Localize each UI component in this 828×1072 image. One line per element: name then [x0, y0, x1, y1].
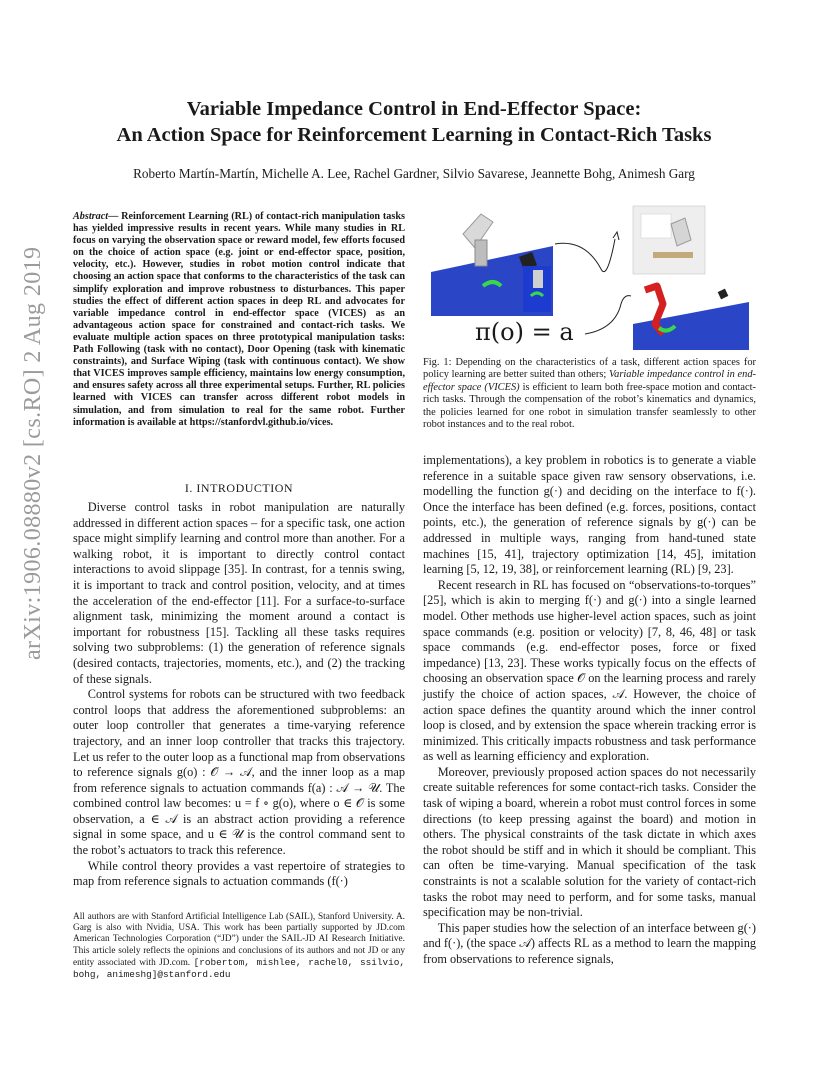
- footnote-text: All authors are with Stanford Artificial Intelligence Lab (SAIL), Stanford University. A. Garg is also with Nvidia, USA. This work has been partially supported by JD.com American Technologies Corporation (“JD”) under the SAIL-JD AI Research Initiative. This article solely reflects the opinions and conclusions of its authors and not JD or any entity associated with JD.com.: [73, 912, 405, 968]
- right-column-body: [423, 453, 756, 968]
- caption-italic: Variable impedance control in end-effector space (VICES): [423, 369, 756, 393]
- author-list: Roberto Martín-Martín, Michelle A. Lee, Rachel Gardner, Silvio Savarese, Jeannette Bohg, Animesh Garg: [133, 166, 695, 181]
- left-column-body: [73, 500, 405, 890]
- affiliation-footnote: [73, 912, 405, 981]
- policy-formula: π(o) = a: [475, 318, 574, 346]
- sim-robot-link: [475, 240, 487, 266]
- title-line-2: An Action Space for Reinforcement Learning in Contact-Rich Tasks: [116, 124, 712, 146]
- abstract-text: — Reinforcement Learning (RL) of contact-rich manipulation tasks has yielded impressive results in recent years. While many studies in RL focus on varying the observation space or reward model, few efforts focused on the choice of action space (e.g. joint or end-effector space, position, velocity, etc.). However, studies in robot motion control indicate that choosing an action space that conforms to the characteristics of the task can simplify exploration and improve robustness to disturbances. This paper studies the effect of different action spaces in deep RL and advocates for variable impedance control in end-effector space (VICES) as an advantageous action space for constrained and contact-rich tasks. We evaluate multiple action spaces on three prototypical manipulation tasks: Path Following (task with no contact), Door Opening (task with kinematic constraints), and Surface Wiping (task with continuous contact). We show that VICES improves sample efficiency, maintains low energy consumption, and ensures safety across all three experimental setups. Further, RL policies learned with VICES can transfer across different robot models in simulation, and from simulation to real for the same robot. Further information is available at https://stanfordvl.github.io/vices.: [73, 211, 405, 428]
- intro-paragraph-2: Control systems for robots can be structured with two feedback control loops that address the aforementioned subproblems: an outer loop controller that generates a time-varying reference trajectory, and an inner loop controller that tracks this trajectory. Let us refer to the outer loop as a functional map from observations to reference signals g(o) : 𝒪 → 𝒜, and the inner loop as a map from reference signals to actuation commands f(a) : 𝒜 → 𝒰. The combined control law becomes: u = f ∘ g(o), where o ∈ 𝒪 is some observation, a ∈ 𝒜 is an abstract action providing a reference signal in some space, and u ∈ 𝒰 is the control command sent to the robot’s actuators to track this reference.: [73, 687, 405, 858]
- right-paragraph-4: This paper studies how the selection of an interface between g(·) and f(·), (the space 𝒜) affects RL as a method to learn the mapping from observations to reference signals,: [423, 920, 756, 966]
- footnote-emails: [robertom, mishlee, rachel0, ssilvio, bohg, animeshg]@stanford.edu: [73, 956, 405, 981]
- right-paragraph-3: Moreover, previously proposed action spaces do not necessarily create suitable references for some contact-rich tasks. Consider the task of wiping a board, wherein a robot must control forces in some directions (to keep pressing against the board) and motion in others. The physical constraints of the task dictate in which axes the robot should be stiff and in which it should be compliant. This can often be time-varying. Manual specification of the task constraints is not a scalable solution for the variety of contact-rich tasks the robot may need to perform, and for some tasks, manual specification may be non-trivial.: [423, 764, 756, 920]
- arrow-down: [585, 296, 631, 334]
- arrow-up: [555, 239, 615, 272]
- caption-rest: is efficient to learn both free-space motion and contact-rich tasks. Through the compensation of the robot’s kinematics and dynamics, the policies learned for one robot in simulation transfer seamlessly to other robot instances and to the real robot.: [423, 381, 756, 431]
- intro-paragraph-1: Diverse control tasks in robot manipulation are naturally addressed in different action spaces – for a specific task, one action space might simplify learning and control more than another. For a walking robot, it is important to directly control contact interactions to avoid slippage [35]. In contrast, for a tennis swing, it is important to track and control position, velocity, and at times the acceleration of the end-effector [11]. For a surface-to-surface alignment task, minimizing the moment around a contact is important for robustness [15]. Tackling all these tasks requires solving two subproblems: (1) the generation of reference signals (desired contacts, trajectories, moments, etc.), and (2) the tracking of these signals.: [73, 500, 405, 686]
- abstract-lead: Abstract: [73, 211, 109, 222]
- intro-paragraph-3: While control theory provides a vast repertoire of strategies to map from reference signals to actuation commands (f(·): [73, 858, 405, 889]
- figure-1: [423, 204, 756, 352]
- arxiv-watermark: arXiv:1906.08880v2 [cs.RO] 2 Aug 2019: [20, 246, 46, 660]
- real-robot-table: [653, 252, 693, 258]
- real-robot-window: [641, 214, 671, 238]
- right-paragraph-1: implementations), a key problem in robotics is to generate a viable reference in a suitable space given raw sensory observations, i.e. modelling the function g(·) and deciding on the interface to f(·). Once the interface has been defined (e.g. forces, positions, contact points, etc.), the generation of reference signals by g(·) can be addressed in multiple ways, ranging from hand-tuned state machines [15, 41], trajectory optimization [14, 45], imitation learning [5, 12, 19, 38], or reinforcement learning (RL) [9, 23].: [423, 453, 756, 577]
- caption-lead: Fig. 1: Depending on the characteristics of a task, different action spaces for policy learning are better suited than others;: [423, 357, 756, 381]
- figure-1-caption: [423, 357, 756, 431]
- sim-inset-robot: [533, 270, 543, 288]
- arrow-up-head: [613, 232, 619, 240]
- paper-title: [0, 96, 828, 148]
- section-heading-introduction: I. INTRODUCTION: [184, 481, 294, 495]
- figure-1-illustration: [423, 204, 756, 352]
- title-line-1: Variable Impedance Control in End-Effector Space:: [186, 98, 642, 120]
- abstract: [73, 211, 405, 429]
- right-paragraph-2: Recent research in RL has focused on “observations-to-torques” [25], which is akin to merging f(·) and g(·) into a single learned model. Other methods use higher-level action spaces, such as joint space commands (e.g. position or velocity) [7, 8, 46, 48] or task space commands (e.g. end-effector poses, force or fixed impedance) [13, 23]. These works typically focus on the effects of choosing an observation space 𝒪 on the learning process and rarely justify the choice of action spaces, 𝒜. However, the choice of action space defines the quantity around which the inner control loop is closed, and by extension the space wherein tracking error is minimized. This critically impacts robustness and task performance as well as learning efficiency and exploration.: [423, 577, 756, 764]
